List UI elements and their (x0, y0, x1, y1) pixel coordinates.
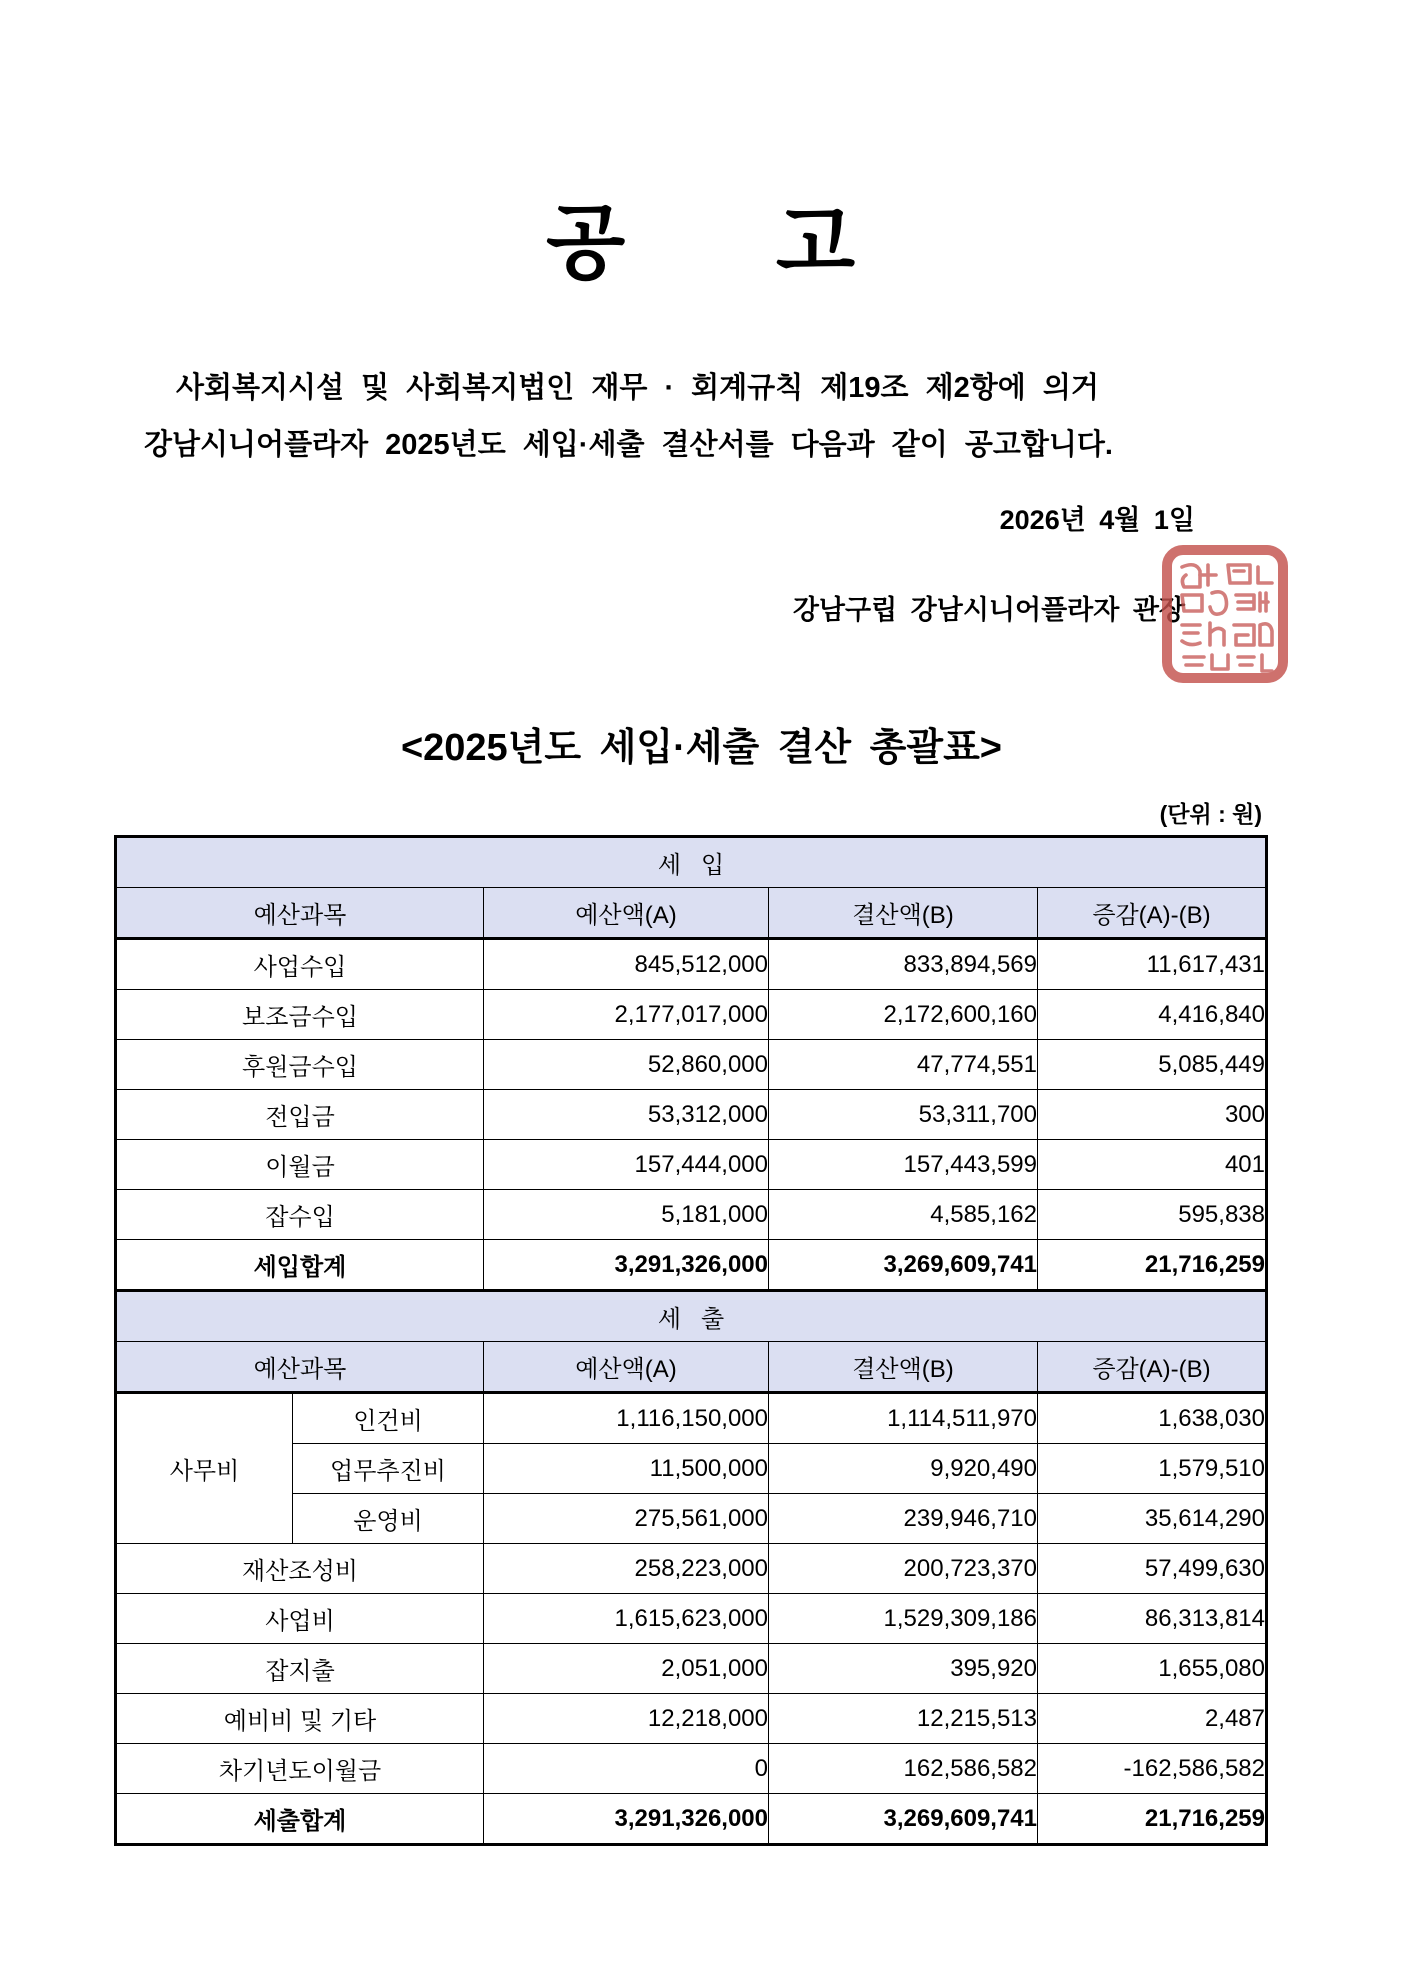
diff-value: 57,499,630 (1038, 1544, 1267, 1594)
settlement-value: 162,586,582 (769, 1744, 1038, 1794)
diff-value: 2,487 (1038, 1694, 1267, 1744)
body-line-2: 강남시니어플라자 2025년도 세입·세출 결산서를 다음과 같이 공고합니다. (144, 429, 1113, 461)
row-label: 사업수입 (116, 939, 484, 990)
expenditure-total-row (116, 1794, 1267, 1845)
budget-value: 275,561,000 (484, 1494, 769, 1544)
settlement-table (114, 835, 1268, 1846)
notice-body (0, 360, 1403, 474)
diff-value: 1,579,510 (1038, 1444, 1267, 1494)
diff-value: 300 (1038, 1090, 1267, 1140)
group-label: 사무비 (116, 1393, 293, 1544)
budget-value: 5,181,000 (484, 1190, 769, 1240)
settlement-value: 239,946,710 (769, 1494, 1038, 1544)
settlement-value: 1,114,511,970 (769, 1393, 1038, 1444)
notice-date: 2026년 4월 1일 (999, 505, 1195, 535)
unit-label: (단위 : 원) (1159, 801, 1262, 827)
row-label: 이월금 (116, 1140, 484, 1190)
diff-value: 5,085,449 (1038, 1040, 1267, 1090)
col-header-category: 예산과목 (116, 888, 484, 939)
table-row (116, 1544, 1267, 1594)
col-header-diff: 증감(A)-(B) (1038, 888, 1267, 939)
row-label: 잡지출 (116, 1644, 484, 1694)
table-row (116, 990, 1267, 1040)
budget-value: 12,218,000 (484, 1694, 769, 1744)
table-row (116, 1140, 1267, 1190)
settlement-value: 2,172,600,160 (769, 990, 1038, 1040)
budget-value: 3,291,326,000 (484, 1240, 769, 1291)
col-header-category: 예산과목 (116, 1342, 484, 1393)
budget-value: 258,223,000 (484, 1544, 769, 1594)
row-label: 보조금수입 (116, 990, 484, 1040)
budget-value: 1,116,150,000 (484, 1393, 769, 1444)
diff-value: 86,313,814 (1038, 1594, 1267, 1644)
budget-value: 3,291,326,000 (484, 1794, 769, 1845)
budget-value: 845,512,000 (484, 939, 769, 990)
row-label: 재산조성비 (116, 1544, 484, 1594)
col-header-budget: 예산액(A) (484, 1342, 769, 1393)
settlement-value: 12,215,513 (769, 1694, 1038, 1744)
table-row (116, 1393, 1267, 1444)
col-header-settlement: 결산액(B) (769, 888, 1038, 939)
row-label: 전입금 (116, 1090, 484, 1140)
table-row (116, 1040, 1267, 1090)
settlement-value: 200,723,370 (769, 1544, 1038, 1594)
settlement-value: 157,443,599 (769, 1140, 1038, 1190)
diff-value: 595,838 (1038, 1190, 1267, 1240)
table-row (116, 1694, 1267, 1744)
signature-line: 강남구립 강남시니어플라자 관장 (792, 595, 1185, 625)
diff-value: 35,614,290 (1038, 1494, 1267, 1544)
revenue-total-row (116, 1240, 1267, 1291)
table-title: <2025년도 세입·세출 결산 총괄표> (400, 727, 1003, 769)
expenditure-header-row (116, 1342, 1267, 1393)
row-label: 사업비 (116, 1594, 484, 1644)
col-header-budget: 예산액(A) (484, 888, 769, 939)
row-label: 후원금수입 (116, 1040, 484, 1090)
budget-value: 11,500,000 (484, 1444, 769, 1494)
table-row (116, 1644, 1267, 1694)
diff-value: 1,638,030 (1038, 1393, 1267, 1444)
diff-value: 21,716,259 (1038, 1240, 1267, 1291)
table-row (116, 1594, 1267, 1644)
table-row (116, 1190, 1267, 1240)
col-header-settlement: 결산액(B) (769, 1342, 1038, 1393)
settlement-value: 3,269,609,741 (769, 1240, 1038, 1291)
page-title: 공 고 (545, 198, 858, 289)
expenditure-section-title: 세 출 (116, 1291, 1267, 1342)
table-row (116, 1744, 1267, 1794)
settlement-value: 1,529,309,186 (769, 1594, 1038, 1644)
revenue-section-row (116, 837, 1267, 888)
row-label: 운영비 (293, 1494, 484, 1544)
table-row (116, 939, 1267, 990)
row-label: 잡수입 (116, 1190, 484, 1240)
expenditure-section-row (116, 1291, 1267, 1342)
settlement-value: 4,585,162 (769, 1190, 1038, 1240)
budget-value: 0 (484, 1744, 769, 1794)
settlement-value: 395,920 (769, 1644, 1038, 1694)
budget-value: 1,615,623,000 (484, 1594, 769, 1644)
diff-value: -162,586,582 (1038, 1744, 1267, 1794)
budget-value: 2,051,000 (484, 1644, 769, 1694)
row-label: 업무추진비 (293, 1444, 484, 1494)
settlement-value: 9,920,490 (769, 1444, 1038, 1494)
diff-value: 11,617,431 (1038, 939, 1267, 990)
table-row (116, 1090, 1267, 1140)
col-header-diff: 증감(A)-(B) (1038, 1342, 1267, 1393)
revenue-section-title: 세 입 (116, 837, 1267, 888)
budget-value: 53,312,000 (484, 1090, 769, 1140)
settlement-value: 833,894,569 (769, 939, 1038, 990)
diff-value: 401 (1038, 1140, 1267, 1190)
diff-value: 4,416,840 (1038, 990, 1267, 1040)
row-label: 차기년도이월금 (116, 1744, 484, 1794)
settlement-value: 53,311,700 (769, 1090, 1038, 1140)
budget-value: 157,444,000 (484, 1140, 769, 1190)
row-label: 예비비 및 기타 (116, 1694, 484, 1744)
official-seal-icon (1160, 543, 1290, 685)
settlement-value: 3,269,609,741 (769, 1794, 1038, 1845)
budget-value: 2,177,017,000 (484, 990, 769, 1040)
settlement-value: 47,774,551 (769, 1040, 1038, 1090)
row-label: 세입합계 (116, 1240, 484, 1291)
budget-value: 52,860,000 (484, 1040, 769, 1090)
body-line-1: 사회복지시설 및 사회복지법인 재무 · 회계규칙 제19조 제2항에 의거 (176, 372, 1099, 404)
revenue-header-row (116, 888, 1267, 939)
diff-value: 21,716,259 (1038, 1794, 1267, 1845)
diff-value: 1,655,080 (1038, 1644, 1267, 1694)
row-label: 세출합계 (116, 1794, 484, 1845)
row-label: 인건비 (293, 1393, 484, 1444)
